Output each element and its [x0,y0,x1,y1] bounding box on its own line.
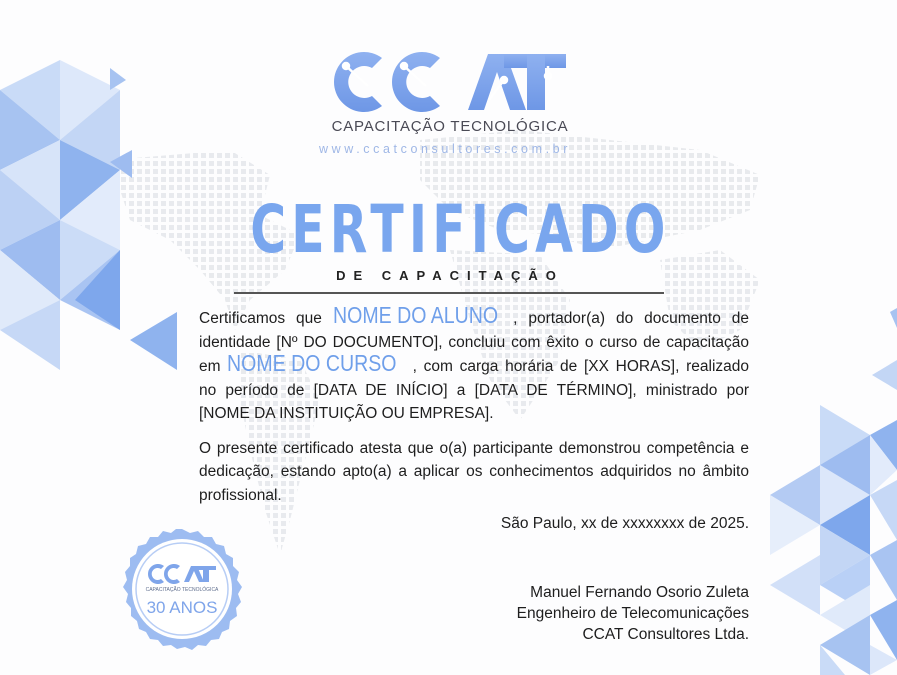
body-text: Certificamos que [199,310,333,327]
seal-anniversary: 30 ANOS [146,598,218,617]
body-text: , com carga horária de [XX HORAS], realizado no período de [DATA DE INÍCIO] a [DATA DE TÉRMINO], ministrado por [NOME DA INSTITUIÇÃO OU EMPRESA]. [199,358,749,422]
seal-tagline: CAPACITAÇÃO TECNOLÓGICA [145,587,219,593]
body-paragraph-2: O presente certificado atesta que o(a) participante demonstrou competência e dedicação, estando apto(a) a aplicar os conhecimentos adquiridos no âmbito profissional. [199,439,749,504]
certificate-title: CERTIFICADO [250,191,671,268]
certificate-subtitle: DE CAPACITAÇÃO [336,268,564,283]
brand-website: www.ccatconsultores.com.br [319,142,571,156]
date-line: São Paulo, xx de xxxxxxxx de 2025. [500,515,749,532]
brand-tagline: CAPACITAÇÃO TECNOLÓGICA [331,118,569,135]
signature-block [400,582,749,645]
course-name-placeholder: NOME DO CURSO [227,350,397,376]
student-name-placeholder: NOME DO ALUNO [332,302,498,328]
body-paragraph-1 [199,302,749,426]
title-divider [234,292,664,294]
signatory-company: CCAT Consultores Ltda. [582,626,749,643]
right-triangle-cluster [770,308,897,675]
anniversary-seal [120,527,244,651]
body-text: , portador(a) do documento de identidade [Nº DO DOCUMENTO], concluiu com êxito o curso de capacitação em [199,310,749,375]
signatory-name: Manuel Fernando Osorio Zuleta [530,584,749,601]
ccat-logo [328,46,568,118]
certificate-body [199,302,749,518]
signatory-role: Engenheiro de Telecomunicações [516,605,749,622]
